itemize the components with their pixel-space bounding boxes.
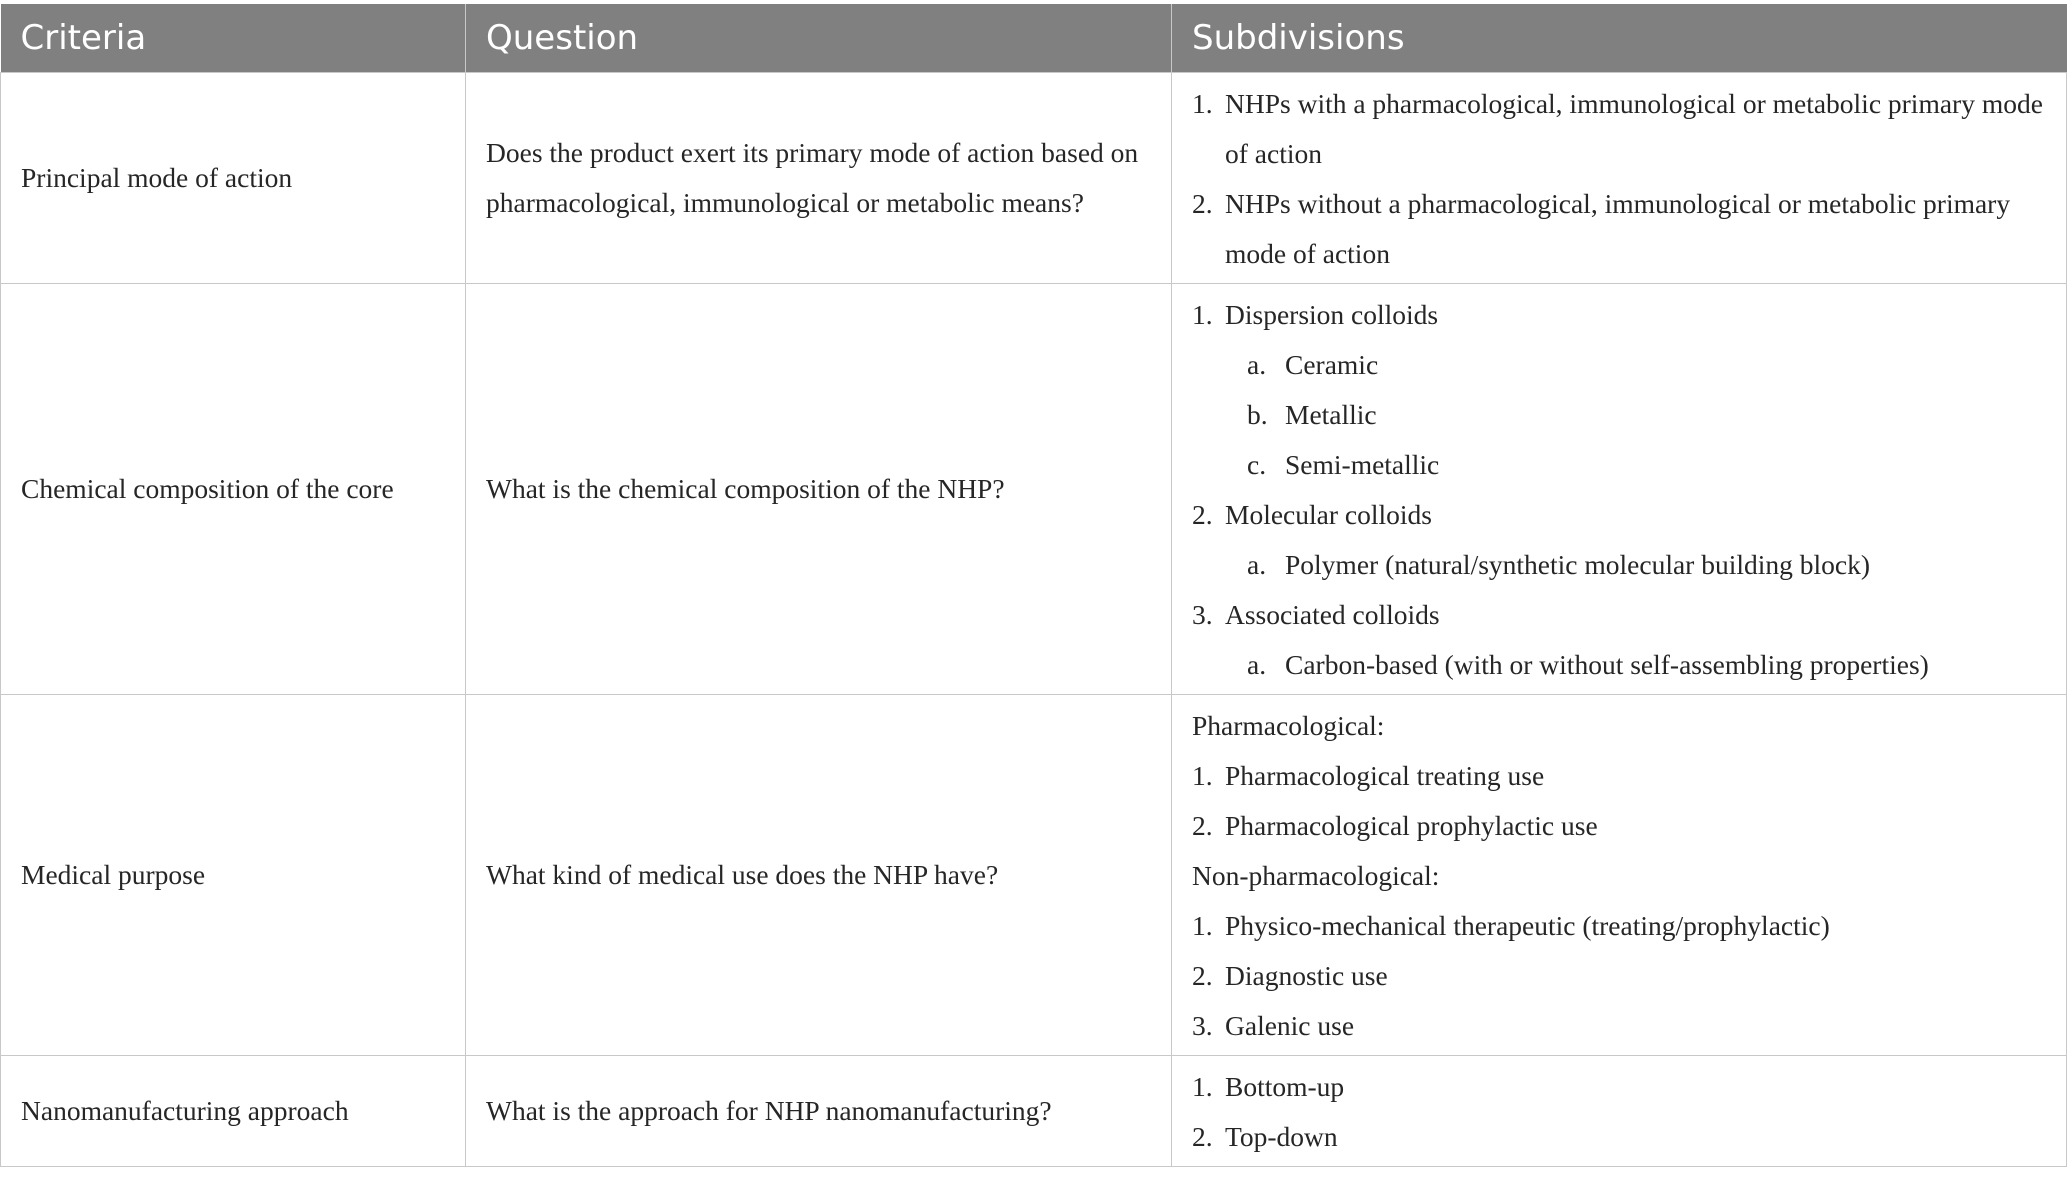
item-number: 2. bbox=[1192, 810, 1213, 841]
list-item bbox=[1192, 1062, 2046, 1112]
item-text: Bottom-up bbox=[1225, 1071, 1345, 1102]
item-number: 2. bbox=[1192, 499, 1213, 530]
table-row bbox=[1, 695, 2067, 1056]
criteria-cell: Medical purpose bbox=[1, 695, 466, 1056]
item-letter: a. bbox=[1247, 549, 1267, 580]
item-number: 1. bbox=[1192, 1071, 1213, 1102]
question-cell: What is the approach for NHP nanomanufacturing? bbox=[466, 1056, 1172, 1167]
list-item bbox=[1192, 1112, 2046, 1162]
item-letter: c. bbox=[1247, 449, 1267, 480]
table-row bbox=[1, 284, 2067, 695]
question-cell: Does the product exert its primary mode of action based on pharmacological, immunological or metabolic means? bbox=[466, 73, 1172, 284]
subdivisions-cell bbox=[1172, 284, 2067, 695]
list-item bbox=[1192, 901, 2046, 951]
list-subitem bbox=[1192, 640, 2046, 690]
subdivisions-cell bbox=[1172, 73, 2067, 284]
item-number: 3. bbox=[1192, 599, 1213, 630]
item-number: 1. bbox=[1192, 299, 1213, 330]
list-subitem bbox=[1192, 440, 2046, 490]
list-item bbox=[1192, 801, 2046, 851]
list-item bbox=[1192, 79, 2046, 179]
item-letter: b. bbox=[1247, 399, 1268, 430]
list-item bbox=[1192, 1001, 2046, 1051]
header-row bbox=[1, 4, 2067, 73]
table-row bbox=[1, 73, 2067, 284]
item-letter: a. bbox=[1247, 649, 1267, 680]
list-subitem bbox=[1192, 390, 2046, 440]
list-item bbox=[1192, 751, 2046, 801]
question-cell: What kind of medical use does the NHP have? bbox=[466, 695, 1172, 1056]
header-criteria: Criteria bbox=[1, 4, 466, 73]
subdivisions-cell bbox=[1172, 695, 2067, 1056]
criteria-cell: Nanomanufacturing approach bbox=[1, 1056, 466, 1167]
item-text: Semi-metallic bbox=[1285, 449, 1440, 480]
list-item bbox=[1192, 490, 2046, 540]
list-item bbox=[1192, 290, 2046, 340]
list-item bbox=[1192, 179, 2046, 279]
item-text: Associated colloids bbox=[1225, 599, 1440, 630]
item-text: Carbon-based (with or without self-assembling properties) bbox=[1285, 649, 1929, 680]
item-text: Top-down bbox=[1225, 1121, 1338, 1152]
item-letter: a. bbox=[1247, 349, 1267, 380]
question-cell: What is the chemical composition of the NHP? bbox=[466, 284, 1172, 695]
list-subitem bbox=[1192, 540, 2046, 590]
list-item bbox=[1192, 951, 2046, 1001]
item-text: Galenic use bbox=[1225, 1010, 1355, 1041]
list-subitem bbox=[1192, 340, 2046, 390]
item-text: Pharmacological prophylactic use bbox=[1225, 810, 1598, 841]
group-heading: Non-pharmacological: bbox=[1192, 860, 1440, 891]
item-text: Polymer (natural/synthetic molecular building block) bbox=[1285, 549, 1870, 580]
criteria-table bbox=[0, 4, 2067, 1167]
item-text: NHPs without a pharmacological, immunological or metabolic primary mode of action bbox=[1225, 188, 2011, 269]
list-item bbox=[1192, 590, 2046, 640]
item-number: 1. bbox=[1192, 88, 1213, 119]
item-text: Pharmacological treating use bbox=[1225, 760, 1545, 791]
header-subdivisions: Subdivisions bbox=[1172, 4, 2067, 73]
item-number: 2. bbox=[1192, 1121, 1213, 1152]
item-text: Physico-mechanical therapeutic (treating/prophylactic) bbox=[1225, 910, 1830, 941]
item-text: Ceramic bbox=[1285, 349, 1379, 380]
item-text: Molecular colloids bbox=[1225, 499, 1432, 530]
item-text: Diagnostic use bbox=[1225, 960, 1388, 991]
group-heading: Pharmacological: bbox=[1192, 710, 1385, 741]
item-number: 1. bbox=[1192, 910, 1213, 941]
criteria-cell: Principal mode of action bbox=[1, 73, 466, 284]
criteria-cell: Chemical composition of the core bbox=[1, 284, 466, 695]
item-number: 3. bbox=[1192, 1010, 1213, 1041]
item-text: Metallic bbox=[1285, 399, 1377, 430]
item-text: Dispersion colloids bbox=[1225, 299, 1439, 330]
item-number: 2. bbox=[1192, 960, 1213, 991]
item-number: 1. bbox=[1192, 760, 1213, 791]
item-text: NHPs with a pharmacological, immunological or metabolic primary mode of action bbox=[1225, 88, 2043, 169]
header-question: Question bbox=[466, 4, 1172, 73]
item-number: 2. bbox=[1192, 188, 1213, 219]
subdivisions-cell bbox=[1172, 1056, 2067, 1167]
table-row bbox=[1, 1056, 2067, 1167]
